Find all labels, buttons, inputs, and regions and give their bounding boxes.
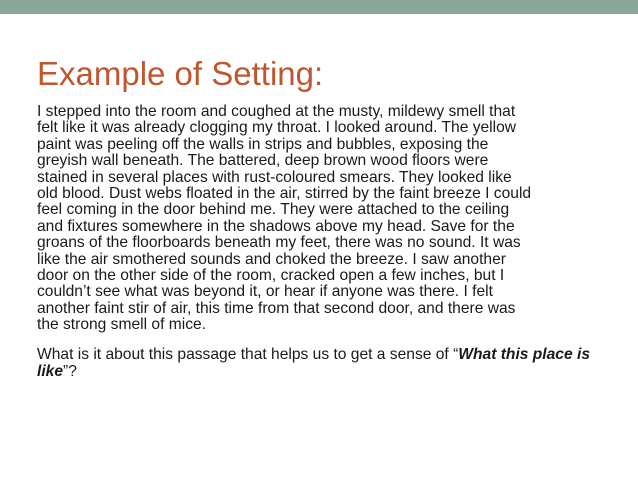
top-accent-bar bbox=[0, 0, 638, 14]
question-emphasis: What this place is like bbox=[37, 345, 590, 380]
discussion-question bbox=[37, 346, 609, 380]
slide-title: Example of Setting: bbox=[37, 55, 324, 92]
setting-passage: I stepped into the room and coughed at the musty, mildewy smell that felt like it was already clogging my throat. I looked around. The yellow paint was peeling off the walls in strips and bubbles, exposing the greyish wall beneath. The battered, deep brown wood floors were stained in several places with rust-coloured smears. They looked like old blood. Dust webs floated in the air, stirred by the faint breeze I could feel coming in the door behind me. They were attached to the ceiling and fixtures somewhere in the shadows above my head. Save for the groans of the floorboards beneath my feet, there was no sound. It was like the air smothered sounds and choked the breeze. I saw another door on the other side of the room, cracked open a few inches, but I couldn’t see what was beyond it, or hear if anyone was there. I felt another faint stir of air, this time from that second door, and there was the strong smell of mice. bbox=[37, 103, 532, 334]
question-text-start: What is it about this passage that helps us to get a sense of “ bbox=[37, 345, 459, 363]
slide-body bbox=[37, 104, 609, 380]
question-text-end: ”? bbox=[63, 362, 77, 380]
